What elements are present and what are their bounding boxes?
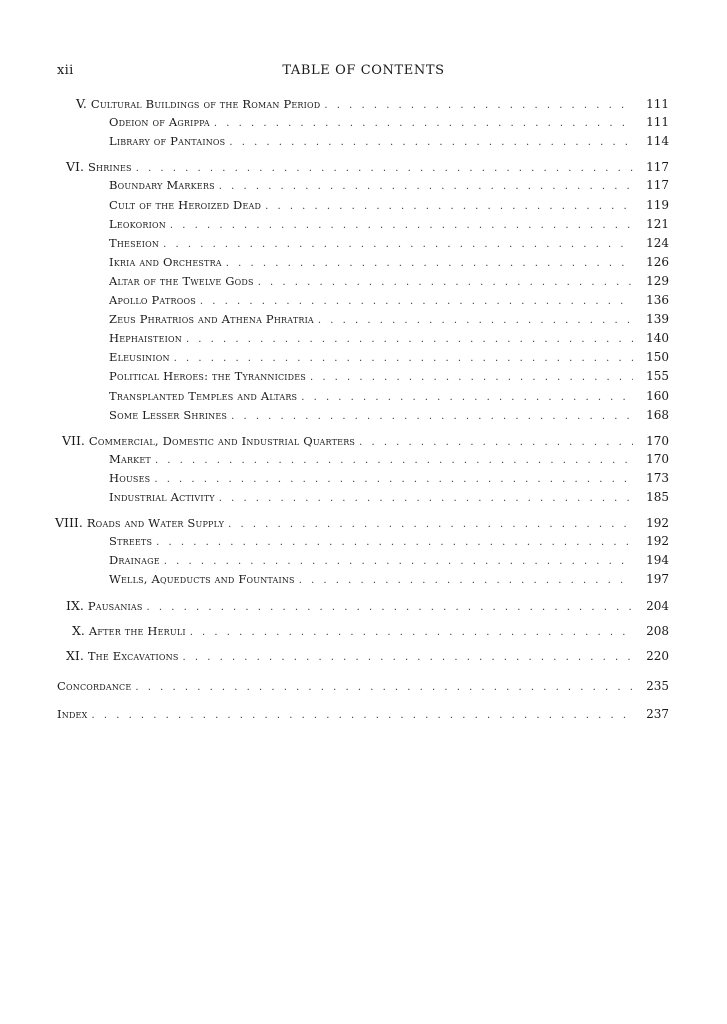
page-ref: 111 <box>646 115 669 130</box>
toc-chapter-row[interactable] <box>66 598 669 616</box>
dot-leader <box>147 603 633 613</box>
page-ref: 185 <box>646 490 669 504</box>
page-ref: 173 <box>646 470 669 485</box>
chapter-title: Index <box>57 706 88 721</box>
page-ref: 114 <box>646 134 669 149</box>
toc-subsection-row[interactable] <box>109 293 669 311</box>
entry-title: Ikria and Orchestra <box>109 254 222 269</box>
toc-subsection-row[interactable] <box>109 572 669 590</box>
entry-title: Drainage <box>109 553 160 568</box>
dot-leader <box>92 711 634 721</box>
dot-leader <box>301 393 633 403</box>
chapter-numeral: XI. <box>66 647 84 663</box>
dot-leader <box>265 202 633 212</box>
entry-title: Boundary Markers <box>109 178 215 193</box>
toc-backmatter-row[interactable] <box>57 679 669 697</box>
entry-title: Houses <box>109 470 151 485</box>
toc-subsection-row[interactable] <box>109 490 669 508</box>
dot-leader <box>200 297 633 307</box>
page-ref: 194 <box>646 553 669 568</box>
page-ref: 111 <box>646 97 669 111</box>
toc-subsection-row[interactable] <box>109 389 669 407</box>
dot-leader <box>219 494 633 504</box>
chapter-title: Cultural Buildings of the Roman Period <box>90 97 321 111</box>
toc-subsection-row[interactable] <box>109 331 669 349</box>
entry-title: Altar of the Twelve Gods <box>109 273 254 288</box>
dot-leader <box>214 119 633 129</box>
toc-backmatter-row[interactable] <box>57 707 669 725</box>
entry-title: Apollo Patroos <box>109 293 196 307</box>
toc-subsection-row[interactable] <box>109 198 669 216</box>
entry-title: Library of Pantainos <box>109 134 226 149</box>
page-ref: 119 <box>646 197 669 212</box>
dot-leader <box>163 240 633 250</box>
entry-title: Some Lesser Shrines <box>109 407 228 422</box>
chapter-numeral: VIII. <box>55 515 83 531</box>
page-ref: 140 <box>646 331 669 346</box>
chapter-numeral: VII. <box>62 432 85 448</box>
page-ref: 170 <box>646 451 669 466</box>
entry-title: Zeus Phratrios and Athena Phratria <box>109 312 314 327</box>
dot-leader <box>324 101 633 111</box>
dot-leader <box>156 538 633 548</box>
chapter-title: The Excavations <box>87 648 179 663</box>
dot-leader <box>164 557 633 567</box>
chapter-title: Pausanias <box>87 598 143 613</box>
entry-title: Eleusinion <box>109 350 170 365</box>
entry-title: Hephaisteion <box>109 331 182 346</box>
dot-leader <box>154 475 633 485</box>
dot-leader <box>231 412 633 422</box>
toc-chapter-row[interactable] <box>72 623 669 641</box>
dot-leader <box>258 278 633 288</box>
toc-subsection-row[interactable] <box>109 553 669 571</box>
page-ref: 126 <box>646 254 669 269</box>
dot-leader <box>170 221 633 231</box>
page-ref: 204 <box>646 598 669 613</box>
dot-leader <box>174 354 633 364</box>
page-number: xii <box>57 63 74 78</box>
toc-subsection-row[interactable] <box>109 115 669 133</box>
toc-chapter-row[interactable] <box>66 648 669 666</box>
entry-title: Transplanted Temples and Altars <box>109 388 298 403</box>
chapter-numeral: V. <box>76 96 87 111</box>
toc-subsection-row[interactable] <box>109 236 669 254</box>
entry-title: Theseion <box>109 235 160 250</box>
dot-leader <box>186 335 633 345</box>
page-title: TABLE OF CONTENTS <box>282 63 445 78</box>
page-ref: 192 <box>646 534 669 549</box>
page-ref: 237 <box>646 706 669 721</box>
dot-leader <box>226 259 633 269</box>
toc-subsection-row[interactable] <box>109 312 669 330</box>
dot-leader <box>310 373 633 383</box>
chapter-numeral: X. <box>72 622 85 638</box>
chapter-numeral: IX. <box>66 597 84 613</box>
dot-leader <box>229 138 633 148</box>
dot-leader <box>318 316 633 326</box>
toc-subsection-row[interactable] <box>109 471 669 489</box>
toc-chapter-row[interactable] <box>76 96 669 114</box>
entry-title: Wells, Aqueducts and Fountains <box>109 572 295 587</box>
dot-leader <box>183 653 633 663</box>
page-ref: 168 <box>646 407 669 422</box>
page-ref: 220 <box>646 648 669 663</box>
chapter-title: After the Heruli <box>88 623 186 638</box>
page-ref: 155 <box>646 369 669 384</box>
dot-leader <box>359 438 633 448</box>
chapter-title: Shrines <box>87 160 132 175</box>
entry-title: Odeion of Agrippa <box>109 115 210 130</box>
toc-subsection-row[interactable] <box>109 217 669 235</box>
page-ref: 192 <box>646 516 669 531</box>
page-ref: 129 <box>646 273 669 288</box>
page-ref: 136 <box>646 293 669 307</box>
toc-subsection-row[interactable] <box>109 534 669 552</box>
entry-title: Cult of the Heroized Dead <box>109 197 262 212</box>
dot-leader <box>190 628 633 638</box>
dot-leader <box>219 182 633 192</box>
dot-leader <box>135 683 633 693</box>
entry-title: Political Heroes: the Tyrannicides <box>109 369 306 384</box>
page-ref: 160 <box>646 388 669 403</box>
dot-leader <box>299 576 633 586</box>
page-ref: 121 <box>646 216 669 231</box>
toc-subsection-row[interactable] <box>109 408 669 426</box>
page-ref: 124 <box>646 235 669 250</box>
page-ref: 150 <box>646 350 669 365</box>
entry-title: Market <box>109 451 151 466</box>
entry-title: Streets <box>109 534 153 549</box>
toc-subsection-row[interactable] <box>109 452 669 470</box>
toc-subsection-row[interactable] <box>109 134 669 152</box>
toc-subsection-row[interactable] <box>109 350 669 368</box>
page-ref: 139 <box>646 312 669 327</box>
page-ref: 208 <box>646 623 669 638</box>
page-ref: 117 <box>646 160 669 175</box>
entry-title: Leokorion <box>109 216 166 231</box>
toc-chapter-row[interactable] <box>66 159 669 177</box>
dot-leader <box>155 456 633 466</box>
toc-chapter-row[interactable] <box>55 515 669 533</box>
page-ref: 197 <box>646 572 669 587</box>
entry-title: Industrial Activity <box>109 490 215 504</box>
dot-leader <box>136 164 633 174</box>
chapter-numeral: VI. <box>66 159 84 175</box>
dot-leader <box>228 520 633 530</box>
toc-chapter-row[interactable] <box>62 433 669 451</box>
page-ref: 170 <box>646 433 669 448</box>
chapter-title: Roads and Water Supply <box>86 516 225 531</box>
toc-subsection-row[interactable] <box>109 255 669 273</box>
toc-subsection-row[interactable] <box>109 369 669 387</box>
chapter-title: Commercial, Domestic and Industrial Quarters <box>88 433 356 448</box>
chapter-title: Concordance <box>57 678 132 693</box>
page-ref: 235 <box>646 678 669 693</box>
toc-subsection-row[interactable] <box>109 274 669 292</box>
toc-subsection-row[interactable] <box>109 178 669 196</box>
page-ref: 117 <box>646 178 669 193</box>
